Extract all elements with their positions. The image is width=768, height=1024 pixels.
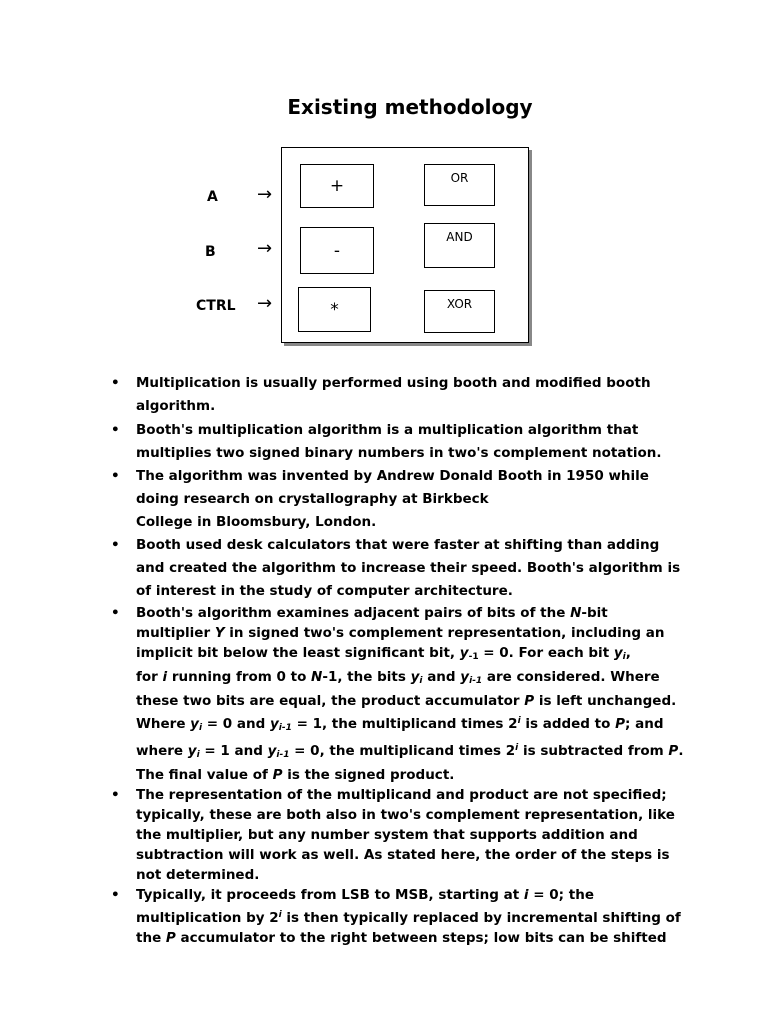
and-operation-box [424,223,495,268]
op-label: OR [450,171,469,185]
subtract-operation-box [300,227,374,274]
list-item: • Booth's algorithm examines adjacent pairs of bits of the N-bit multiplier Y in signed two's complement representation, including an implicit bit below the least significant bit, $y_{-1} = 0$. For each bit $y_i$, for i running from 0 to N-1, the bits $y_i$ and $y_{i-1}$ are considered. Where these two bits are equal, the product accumulator P is left unchanged. Where $y_i = 0$ and $y_{i-1} = 1$, the multiplicand times 2$^i$ is added to P; and where $y_i = 1$ and $y_{i-1} = 0$, the multiplicand times 2$^i$ is subtracted from P. The final value of P is the signed product. [108,603,688,785]
op-symbol: - [333,240,341,261]
list-item: • The representation of the multiplicand and product are not specified; typically, these are both also in two's complement representation, like the multiplier, but any number system that supports addition and subtraction will work as well. As stated here, the order of the steps is not determined. [108,785,688,885]
op-label: AND [446,230,473,244]
input-label-b: B [205,244,216,260]
add-operation-box [300,164,374,208]
arrow-icon: → [257,238,273,259]
or-operation-box [424,164,495,206]
arrow-icon: → [257,184,273,205]
op-label: XOR [446,297,473,311]
arrow-icon: → [257,293,273,314]
op-symbol: * [330,299,339,320]
list-item: • The algorithm was invented by Andrew Donald Booth in 1950 while doing research on crystallography at Birkbeck College in Bloomsbury, London. [108,465,688,534]
list-item: • Booth used desk calculators that were faster at shifting than adding and created the algorithm to increase their speed. Booth's algorithm is of interest in the study of computer architecture. [108,534,688,603]
multiply-operation-box [298,287,371,332]
input-label-ctrl: CTRL [196,298,236,314]
page-title: Existing methodology [287,95,533,119]
list-item: • Booth's multiplication algorithm is a multiplication algorithm that multiplies two signed binary numbers in two's complement notation. [108,419,688,465]
xor-operation-box [424,290,495,333]
op-symbol: + [329,176,345,196]
list-item: • Multiplication is usually performed using booth and modified booth algorithm. [108,372,688,418]
input-label-a: A [207,189,218,205]
list-item: • Typically, it proceeds from LSB to MSB, starting at i = 0; the multiplication by 2$^i$ is then typically replaced by incremental shifting of the P accumulator to the right between steps; low bits can be shifted [108,885,688,948]
bullet-list [108,372,688,948]
